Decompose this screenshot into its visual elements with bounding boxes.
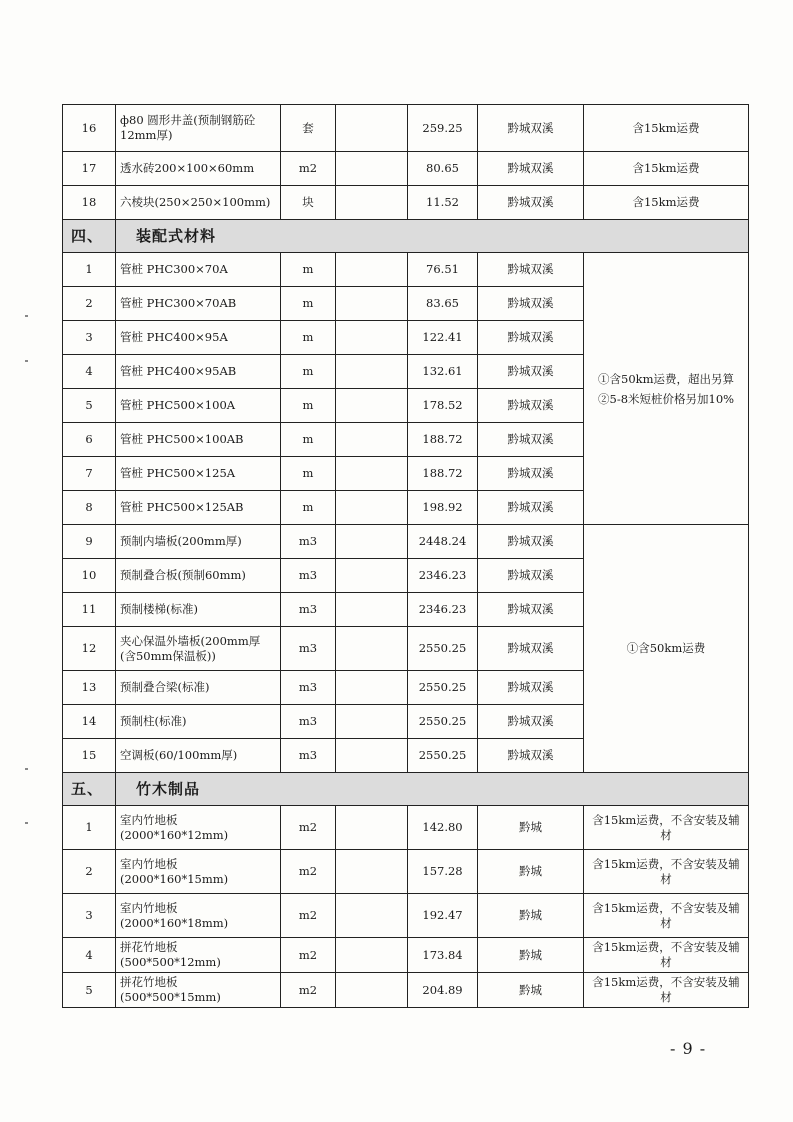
unit-cell: m [281,355,336,389]
blank-cell [336,355,408,389]
material-name: 透水砖200×100×60mm [116,152,281,186]
row-number: 5 [63,973,116,1008]
blank-cell [336,938,408,973]
scan-speck [25,822,28,824]
blank-cell [336,186,408,220]
row-number: 3 [63,321,116,355]
row-number: 14 [63,705,116,739]
blank-cell [336,739,408,773]
origin-cell: 黔城 [478,850,584,894]
origin-cell: 黔城双溪 [478,105,584,152]
material-name: 预制叠合板(预制60mm) [116,559,281,593]
origin-cell: 黔城 [478,894,584,938]
note-cell: 含15km运费 [584,105,749,152]
price-cell: 142.80 [408,806,478,850]
price-cell: 188.72 [408,457,478,491]
price-cell: 157.28 [408,850,478,894]
price-cell: 2550.25 [408,671,478,705]
blank-cell [336,105,408,152]
material-name: 六棱块(250×250×100mm) [116,186,281,220]
pile-note-cell [584,253,749,525]
material-name: 管桩 PHC500×100A [116,389,281,423]
origin-cell: 黔城双溪 [478,457,584,491]
material-name: 拼花竹地板(500*500*12mm) [116,938,281,973]
pile-note-line: ②5-8米短桩价格另加10% [598,391,735,406]
unit-cell: m2 [281,806,336,850]
table-row [63,186,749,220]
price-cell: 192.47 [408,894,478,938]
section-number: 五、 [63,773,116,806]
material-name: ф80 圆形井盖(预制钢筋砼12mm厚) [116,105,281,152]
price-table [62,104,749,1008]
price-cell: 2448.24 [408,525,478,559]
section-header-row [63,773,749,806]
origin-cell: 黔城 [478,973,584,1008]
blank-cell [336,593,408,627]
price-cell: 2346.23 [408,593,478,627]
note-cell: 含15km运费，不含安装及辅材 [584,850,749,894]
material-name: 管桩 PHC400×95AB [116,355,281,389]
blank-cell [336,894,408,938]
unit-cell: m3 [281,671,336,705]
origin-cell: 黔城双溪 [478,186,584,220]
unit-cell: m [281,321,336,355]
origin-cell: 黔城双溪 [478,321,584,355]
row-number: 18 [63,186,116,220]
row-number: 7 [63,457,116,491]
blank-cell [336,389,408,423]
table-row [63,525,749,559]
unit-cell: m3 [281,593,336,627]
unit-cell: 块 [281,186,336,220]
material-name: 室内竹地板(2000*160*18mm) [116,894,281,938]
price-cell: 204.89 [408,973,478,1008]
price-cell: 178.52 [408,389,478,423]
table-row [63,850,749,894]
origin-cell: 黔城双溪 [478,287,584,321]
unit-cell: m [281,491,336,525]
blank-cell [336,321,408,355]
origin-cell: 黔城双溪 [478,355,584,389]
note-cell: 含15km运费，不含安装及辅材 [584,973,749,1008]
pile-note-line: ①含50km运费，超出另算 [598,371,735,386]
blank-cell [336,287,408,321]
row-number: 5 [63,389,116,423]
material-name: 拼花竹地板(500*500*15mm) [116,973,281,1008]
blank-cell [336,423,408,457]
table-row [63,105,749,152]
unit-cell: m [281,423,336,457]
unit-cell: m2 [281,152,336,186]
note-cell: 含15km运费，不含安装及辅材 [584,894,749,938]
price-cell: 80.65 [408,152,478,186]
note-cell: 含15km运费，不含安装及辅材 [584,806,749,850]
price-cell: 2550.25 [408,739,478,773]
unit-cell: m2 [281,938,336,973]
scan-speck [25,360,28,362]
material-name: 预制楼梯(标准) [116,593,281,627]
price-cell: 122.41 [408,321,478,355]
row-number: 6 [63,423,116,457]
blank-cell [336,491,408,525]
row-number: 2 [63,287,116,321]
unit-cell: m3 [281,739,336,773]
row-number: 17 [63,152,116,186]
origin-cell: 黔城双溪 [478,627,584,671]
unit-cell: 套 [281,105,336,152]
origin-cell: 黔城双溪 [478,593,584,627]
price-cell: 198.92 [408,491,478,525]
row-number: 8 [63,491,116,525]
price-cell: 2346.23 [408,559,478,593]
blank-cell [336,850,408,894]
row-number: 2 [63,850,116,894]
price-cell: 188.72 [408,423,478,457]
unit-cell: m2 [281,850,336,894]
unit-cell: m [281,389,336,423]
unit-cell: m3 [281,705,336,739]
origin-cell: 黔城双溪 [478,253,584,287]
blank-cell [336,457,408,491]
table-row [63,152,749,186]
blank-cell [336,525,408,559]
row-number: 1 [63,806,116,850]
row-number: 3 [63,894,116,938]
row-number: 16 [63,105,116,152]
blank-cell [336,627,408,671]
unit-cell: m3 [281,627,336,671]
scan-speck [25,768,28,770]
material-name: 管桩 PHC400×95A [116,321,281,355]
unit-cell: m [281,457,336,491]
blank-cell [336,705,408,739]
price-cell: 76.51 [408,253,478,287]
price-cell: 2550.25 [408,627,478,671]
origin-cell: 黔城双溪 [478,152,584,186]
blank-cell [336,973,408,1008]
price-table-body [63,105,749,1008]
row-number: 11 [63,593,116,627]
origin-cell: 黔城双溪 [478,491,584,525]
row-number: 9 [63,525,116,559]
section-number: 四、 [63,220,116,253]
price-cell: 259.25 [408,105,478,152]
origin-cell: 黔城双溪 [478,389,584,423]
unit-cell: m2 [281,973,336,1008]
row-number: 4 [63,355,116,389]
material-name: 管桩 PHC300×70A [116,253,281,287]
blank-cell [336,671,408,705]
row-number: 15 [63,739,116,773]
origin-cell: 黔城双溪 [478,705,584,739]
material-name: 夹心保温外墙板(200mm厚(含50mm保温板)) [116,627,281,671]
table-row [63,253,749,287]
section-title: 装配式材料 [116,220,749,253]
note-cell: 含15km运费 [584,152,749,186]
material-name: 管桩 PHC500×125A [116,457,281,491]
material-name: 空调板(60/100mm厚) [116,739,281,773]
row-number: 13 [63,671,116,705]
material-name: 预制叠合梁(标准) [116,671,281,705]
price-cell: 83.65 [408,287,478,321]
price-cell: 2550.25 [408,705,478,739]
material-name: 室内竹地板(2000*160*15mm) [116,850,281,894]
material-name: 管桩 PHC500×100AB [116,423,281,457]
table-row [63,894,749,938]
price-cell: 132.61 [408,355,478,389]
origin-cell: 黔城双溪 [478,739,584,773]
unit-cell: m [281,253,336,287]
origin-cell: 黔城双溪 [478,423,584,457]
origin-cell: 黔城双溪 [478,559,584,593]
unit-cell: m2 [281,894,336,938]
blank-cell [336,806,408,850]
table-row [63,938,749,973]
origin-cell: 黔城 [478,938,584,973]
price-cell: 173.84 [408,938,478,973]
material-name: 管桩 PHC500×125AB [116,491,281,525]
row-number: 12 [63,627,116,671]
material-name: 室内竹地板(2000*160*12mm) [116,806,281,850]
blank-cell [336,253,408,287]
section-header-row [63,220,749,253]
blank-cell [336,152,408,186]
unit-cell: m [281,287,336,321]
note-cell: 含15km运费，不含安装及辅材 [584,938,749,973]
material-name: 预制柱(标准) [116,705,281,739]
unit-cell: m3 [281,525,336,559]
table-row [63,973,749,1008]
origin-cell: 黔城双溪 [478,671,584,705]
unit-cell: m3 [281,559,336,593]
blank-cell [336,559,408,593]
section-title: 竹木制品 [116,773,749,806]
origin-cell: 黔城双溪 [478,525,584,559]
prefab-note-cell: ①含50km运费 [584,525,749,773]
page-number: - 9 - [670,1039,707,1058]
row-number: 10 [63,559,116,593]
table-row [63,806,749,850]
price-cell: 11.52 [408,186,478,220]
origin-cell: 黔城 [478,806,584,850]
row-number: 1 [63,253,116,287]
row-number: 4 [63,938,116,973]
scan-speck [25,315,28,317]
note-cell: 含15km运费 [584,186,749,220]
material-name: 管桩 PHC300×70AB [116,287,281,321]
material-name: 预制内墙板(200mm厚) [116,525,281,559]
